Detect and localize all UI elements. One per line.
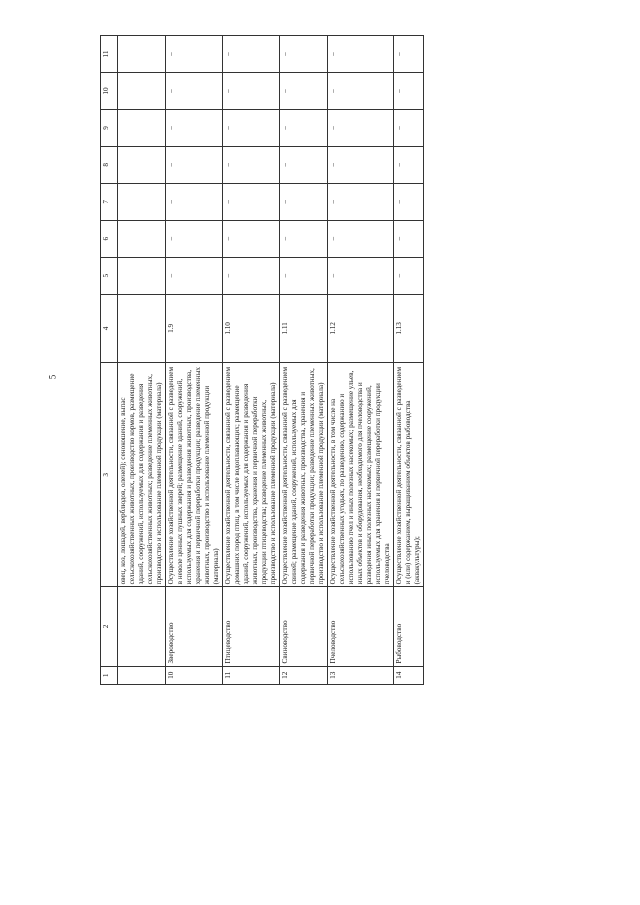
parameter-cell: – [166, 109, 223, 146]
column-header: 7 [101, 183, 118, 220]
parameter-cell: – [166, 183, 223, 220]
parameter-cell: – [166, 220, 223, 257]
parameter-cell [118, 36, 166, 73]
row-number: 11 [223, 666, 280, 684]
row-number: 13 [328, 666, 394, 684]
use-type-name [118, 587, 166, 666]
column-header: 1 [101, 666, 118, 684]
parameter-cell: – [223, 109, 280, 146]
parameter-cell: – [223, 36, 280, 73]
use-type-description: Осуществление хозяйственной деятельности, связанной с разведением в неволе ценных пушных зверей; размещение зданий, сооружений, используемых для содержания и разведения животных, производства, хранения и первичной переработки продукции; разведение племенных животных, производство и использование племенной продукции (материала) [166, 363, 223, 587]
parameter-cell: – [394, 183, 424, 220]
header-row [101, 36, 118, 685]
parameter-cell: – [280, 109, 328, 146]
use-type-name: Пчеловодство [328, 587, 394, 666]
classifier-code: 1.11 [280, 294, 328, 363]
page-number: 5 [47, 374, 58, 380]
parameter-cell: – [166, 73, 223, 110]
table-row [118, 36, 166, 685]
column-header: 5 [101, 257, 118, 294]
classifier-code [118, 294, 166, 363]
table-row [328, 36, 394, 685]
parameter-cell: – [166, 257, 223, 294]
parameter-cell: – [328, 109, 394, 146]
row-number: 14 [394, 666, 424, 684]
column-header: 2 [101, 587, 118, 666]
classifier-code: 1.12 [328, 294, 394, 363]
parameter-cell: – [280, 257, 328, 294]
parameter-cell: – [223, 73, 280, 110]
table-row [223, 36, 280, 685]
parameter-cell: – [328, 257, 394, 294]
parameter-cell [118, 257, 166, 294]
parameter-cell: – [328, 183, 394, 220]
parameter-cell: – [166, 36, 223, 73]
column-header: 11 [101, 36, 118, 73]
use-type-name: Рыбоводство [394, 587, 424, 666]
classifier-code: 1.10 [223, 294, 280, 363]
column-header: 6 [101, 220, 118, 257]
parameter-cell: – [280, 36, 328, 73]
parameter-cell: – [394, 146, 424, 183]
parameter-cell: – [394, 109, 424, 146]
parameter-cell: – [280, 183, 328, 220]
parameter-cell: – [280, 146, 328, 183]
column-header: 4 [101, 294, 118, 363]
classifier-code: 1.13 [394, 294, 424, 363]
use-type-description: овец, коз, лошадей, верблюдов, оленей); сенокошение, выпас сельскохозяйственных животных, производство кормов, размещение зданий, сооружений, используемых для содержания и разведения сельскохозяйственных животных; разведение племенных животных, производство и использование племенной продукции (материала) [118, 363, 166, 587]
use-type-description: Осуществление хозяйственной деятельности, связанной с разведением домашних пород птиц, в том числе водоплавающих; размещение зданий, сооружений, используемых для содержания и разведения животных, производства, хранения и первичной переработки продукции птицеводства; разведение племенных животных, производство и использование племенной продукции (материала) [223, 363, 280, 587]
parameter-cell [118, 220, 166, 257]
rotated-table-container [100, 35, 578, 685]
parameter-cell: – [394, 220, 424, 257]
use-type-name: Свиноводство [280, 587, 328, 666]
column-header: 9 [101, 109, 118, 146]
use-type-description: Осуществление хозяйственной деятельности, связанной с разведением и (или) содержанием, выращиванием объектов рыбоводства (аквакультуры); [394, 363, 424, 587]
row-number: 10 [166, 666, 223, 684]
parameter-cell: – [394, 257, 424, 294]
parameter-cell: – [328, 146, 394, 183]
column-header: 3 [101, 363, 118, 587]
classifier-code: 1.9 [166, 294, 223, 363]
column-header: 8 [101, 146, 118, 183]
use-type-description: Осуществление хозяйственной деятельности, связанной с разведением свиней; размещение зданий, сооружений, используемых для содержания и разведения животных, производства, хранения и первичной переработки продукции; разведение племенных животных, производство и использование племенной продукции (материала) [280, 363, 328, 587]
parameter-cell [118, 109, 166, 146]
use-type-name: Птицеводство [223, 587, 280, 666]
parameter-cell: – [328, 220, 394, 257]
row-number [118, 666, 166, 684]
parameter-cell: – [223, 183, 280, 220]
use-type-name: Звероводство [166, 587, 223, 666]
table-row [280, 36, 328, 685]
parameter-cell [118, 146, 166, 183]
parameter-cell: – [280, 73, 328, 110]
parameter-cell: – [328, 36, 394, 73]
parameter-cell: – [223, 220, 280, 257]
table-row [166, 36, 223, 685]
parameter-cell: – [166, 146, 223, 183]
parameter-cell: – [394, 73, 424, 110]
parameter-cell [118, 183, 166, 220]
parameter-cell: – [394, 36, 424, 73]
parameter-cell: – [223, 257, 280, 294]
column-header: 10 [101, 73, 118, 110]
land-use-table [100, 35, 424, 685]
parameter-cell: – [280, 220, 328, 257]
parameter-cell [118, 73, 166, 110]
use-type-description: Осуществление хозяйственной деятельности, в том числе на сельскохозяйственных угодьях, по разведению, содержанию и использованию пчел и иных полезных насекомых; размещение ульев, иных объектов и оборудования, необходимого для пчеловодства и разведения иных полезных насекомых; размещение сооружений, используемых для хранения и первичной переработки продукции пчеловодства [328, 363, 394, 587]
parameter-cell: – [328, 73, 394, 110]
table-row [394, 36, 424, 685]
parameter-cell: – [223, 146, 280, 183]
row-number: 12 [280, 666, 328, 684]
